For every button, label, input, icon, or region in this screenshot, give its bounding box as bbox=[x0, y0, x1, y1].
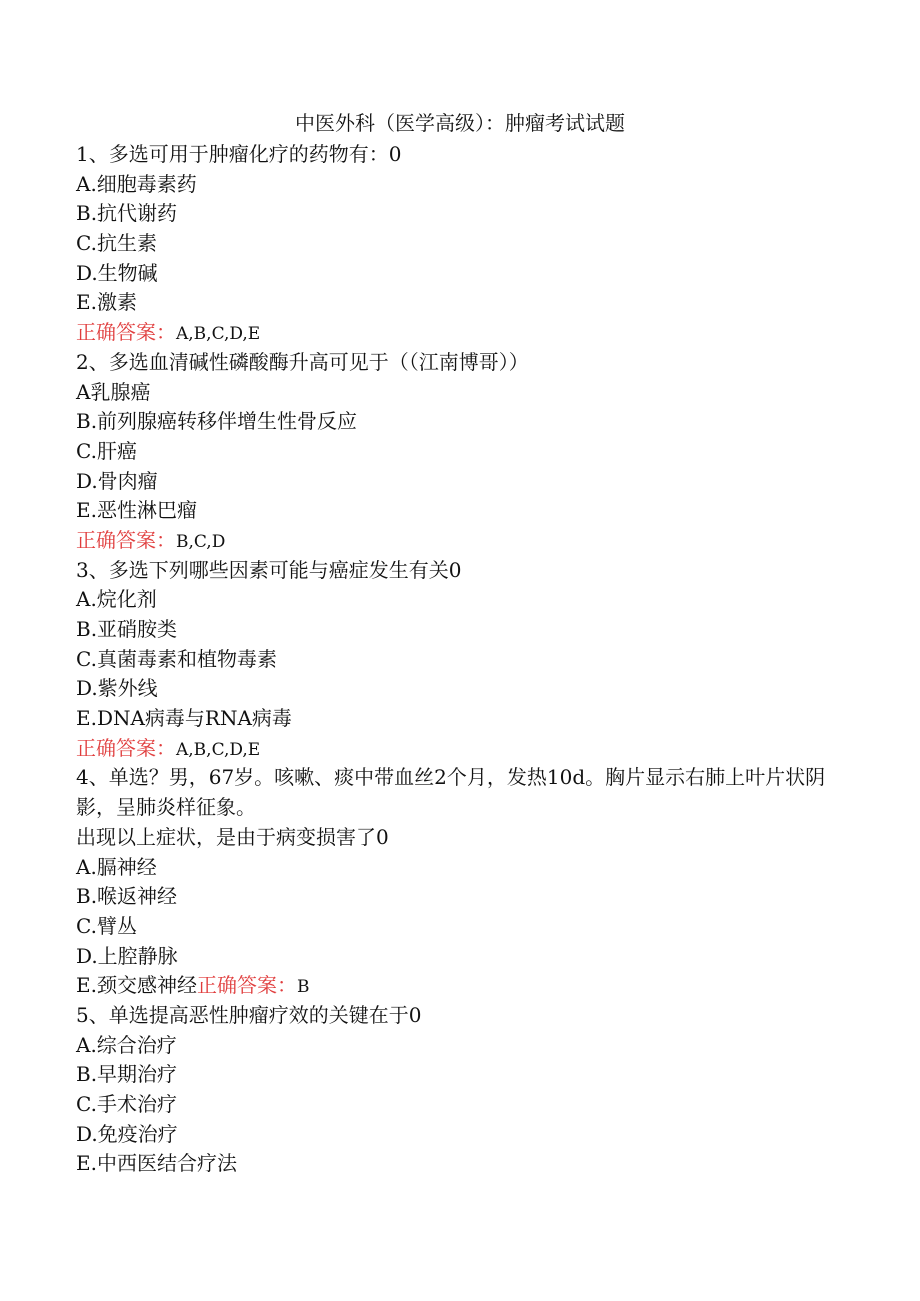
answer-label: 正确答案： bbox=[196, 973, 297, 998]
question-stem: 5、单选提高恶性肿瘤疗效的关键在于0 bbox=[76, 1002, 422, 1027]
question-stem: 4、单选？男，67岁。咳嗽、痰中带血丝2个月，发热10d。胸片显示右肺上叶片状阴影，呈肺炎样征象。 bbox=[76, 765, 826, 820]
option-c: C.真菌毒素和植物毒素 bbox=[76, 646, 277, 671]
question-sub-stem: 出现以上症状，是由于病变损害了0 bbox=[76, 824, 389, 849]
answer-label: 正确答案： bbox=[76, 527, 176, 552]
option-a: A.膈神经 bbox=[76, 854, 157, 879]
option-e-with-answer bbox=[76, 971, 846, 1001]
option-d: D.免疫治疗 bbox=[76, 1121, 178, 1146]
answer-value: B bbox=[296, 977, 310, 998]
question-5 bbox=[76, 1001, 846, 1179]
option-a: A.烷化剂 bbox=[76, 587, 157, 612]
question-stem: 1、多选可用于肿瘤化疗的药物有：0 bbox=[76, 142, 402, 166]
option-d: D.骨肉瘤 bbox=[76, 468, 158, 493]
answer-line bbox=[76, 318, 846, 348]
question-stem: 2、多选血清碱性磷酸酶升高可见于（（江南博哥）） bbox=[76, 349, 529, 374]
question-3 bbox=[76, 556, 846, 764]
answer-label: 正确答案： bbox=[76, 320, 176, 345]
option-e: E.中西医结合疗法 bbox=[76, 1151, 237, 1176]
option-c: C.手术治疗 bbox=[76, 1092, 177, 1117]
option-a: A.细胞毒素药 bbox=[76, 171, 197, 196]
option-b: B.抗代谢药 bbox=[76, 201, 178, 226]
answer-line bbox=[76, 526, 846, 556]
question-stem: 3、多选下列哪些因素可能与癌症发生有关0 bbox=[76, 557, 462, 582]
option-b: B.亚硝胺类 bbox=[76, 617, 178, 641]
option-a: A.综合治疗 bbox=[76, 1032, 177, 1057]
question-2 bbox=[76, 348, 846, 556]
option-b: B.前列腺癌转移伴增生性骨反应 bbox=[76, 409, 358, 434]
question-4 bbox=[76, 763, 846, 1001]
option-d: D.上腔静脉 bbox=[76, 943, 178, 968]
option-d: D.紫外线 bbox=[76, 676, 158, 701]
option-c: C.臂丛 bbox=[76, 913, 137, 938]
option-e: E.DNA病毒与RNA病毒 bbox=[76, 706, 292, 731]
option-e: E.激素 bbox=[76, 290, 137, 315]
question-1 bbox=[76, 140, 846, 348]
option-b: B.早期治疗 bbox=[76, 1062, 178, 1087]
answer-value: A,B,C,D,E bbox=[176, 739, 261, 760]
option-c: C.抗生素 bbox=[76, 231, 157, 256]
option-c: C.肝癌 bbox=[76, 438, 137, 463]
option-e: E.恶性淋巴瘤 bbox=[76, 498, 197, 523]
option-d: D.生物碱 bbox=[76, 260, 158, 285]
question-list bbox=[76, 140, 846, 1179]
answer-label: 正确答案： bbox=[76, 735, 176, 760]
answer-line bbox=[76, 734, 846, 764]
document-title: 中医外科（医学高级）：肿瘤考试试题 bbox=[295, 111, 625, 135]
option-e: E.颈交感神经 bbox=[76, 973, 197, 998]
option-b: B.喉返神经 bbox=[76, 884, 178, 909]
answer-value: B,C,D bbox=[176, 531, 226, 552]
answer-value: A,B,C,D,E bbox=[176, 324, 261, 345]
option-a: A乳腺癌 bbox=[76, 379, 151, 404]
